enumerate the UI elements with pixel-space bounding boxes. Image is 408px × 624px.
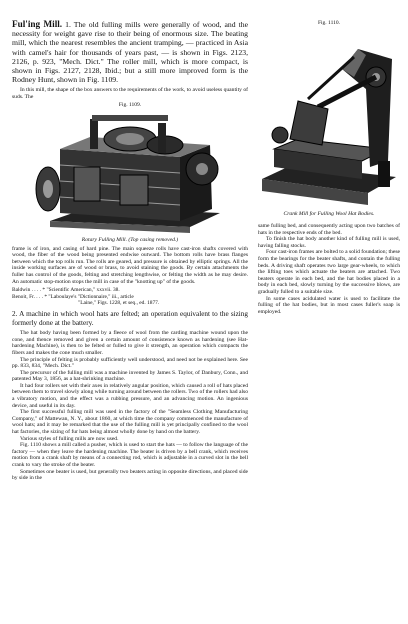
intro-paragraph [12, 20, 248, 84]
figure-1110-caption: Crank Mill for Fulling Wool Hat Bodies. [283, 211, 375, 217]
rotary-fulling-mill-drawing [30, 109, 230, 237]
reference-name: Benoit, Fr. . . . [12, 293, 43, 300]
paragraph-beaters: Sometimes one beater is used, but generally two beaters acting in opposite directions, and placed side by side in the [12, 468, 248, 482]
paragraph-same-bed: same fulling bed, and consequently acting upon two batches of hats in the respective ends of the bed. [258, 223, 400, 236]
paragraph-definition-2: 2. A machine in which wool hats are felted; an operation equivalent to the sizing formerly done at the battery. [12, 309, 248, 327]
reference-text: * "Laboulaye's "Dictionnaire," iii., article [44, 293, 134, 300]
paragraph-acidulated: In some cases acidulated water is used to facilitate the fulling of the hat bodies, but in most cases fuller's soap is employed. [258, 295, 400, 315]
paragraph-four-rollers: It had four rollers set with their axes in relatively angular position, which caused a roll of hats placed between them to travel slowly along while turning around between the rollers. Two of the rollers had also a vibratory motion, and the effect was a rubbing pressure, and an advancing motion. An ingenious device, and useful in its day. [12, 382, 248, 409]
paragraph-box-shape: In this mill, the shape of the box answers to the requirements of the work, to avoid useless quantity of suds. The [12, 87, 248, 101]
figure-1109-label: Fig. 1109. [118, 101, 142, 108]
reference-benoit [12, 294, 248, 301]
figure-1110-label: Fig. 1110. [317, 20, 341, 26]
paragraph-frames: Four cast-iron frames are bolted to a solid foundation; these form the bearings for the beater shafts, and contain the fulling beds. A driving shaft operates two large gear-wheels, to which the lifting toes which actuate the beaters are attached. Two beaters operate in each bed, and the hat bodies placed in a body in each bed, slowly turning by the successive blows, are gradually fulled to a suitable size. [258, 249, 400, 295]
figure-1110-illustration [258, 29, 400, 211]
right-column [258, 20, 400, 315]
figure-1109-caption: Rotary Fulling Mill. (Top casing removed.) [81, 236, 179, 243]
paragraph-pusher: Fig. 1110 shows a mill called a pusher, which is used to start the hats — to follow the language of the factory — when they leave the hardening machine. The beater is driven by a bell crank, which receives motion from a crank shaft by means of a connecting rod, which is adjustable in a curved slot in the bell crank to vary the stroke of the beater. [12, 442, 248, 469]
reference-name: Baldwin . . . . [12, 287, 42, 294]
references-block [12, 287, 248, 307]
paragraph-precursor: The precursor of the fulling mill was a machine invented by James S. Taylor, of Danbury, Conn., and patented May 3, 1856, as a hat-shrinking machine. [12, 369, 248, 383]
paragraph-falling-stocks: To finish the hat body another kind of fulling mill is used, having falling stocks. [258, 236, 400, 249]
reference-benoit-continued: "Laine," Figs. 1228, et seq., ed. 1877. [78, 300, 160, 307]
reference-baldwin [12, 287, 248, 294]
left-column [12, 20, 248, 482]
reference-text: * "Scientific American," xxxvii. 38. [42, 287, 120, 294]
entry-heading: Ful'ing Mill. [12, 19, 63, 29]
crank-mill-drawing [258, 29, 400, 211]
paragraph-first-successful: The first successful fulling mill was used in the factory of the "Seamless Clothing Manufacturing Company," of Mattewan, N. Y., about 1860, at which time the company commenced the manufacture of wool hats; and it may be remarked that the use of the fulling mill is yet principally confined to the wool hat factories, the sizing of fur hats being almost wholly done by hand on the battery. [12, 409, 248, 436]
intro-text: 1. The old fulling mills were generally of wood, and the necessity for weight gave rise to their being of enormous size. The beating mill, which the nearest resembles the ancient tramping, — practiced in Asia with camel's hair for thousands of years past, — is shown in Figs. 2123, 2126, p. 923, "Mech. Dict." The roller mill, which is more compact, is shown in Figs. 2127, 2128, Ibid.; but a still more improved form is the Rodney Hunt, shown in Fig. 1109. [12, 20, 248, 85]
paragraph-various-styles: Various styles of fulling mills are now used. [20, 435, 119, 442]
figure-1109-illustration [30, 109, 230, 237]
paragraph-frame-description: frame is of iron, and casing of hard pine. The main squeeze rolls have cast-iron shafts covered with wood, the fiber of the wood being presented endwise outward. The bottom rolls have brass flanges between which the top rolls run. The rolls are geared, and pressure is obtained by elliptic springs. All the inside working surfaces are of wood or brass, to avoid staining the goods. By certain attachments the fuller has control of the goods, felting and stretching lengthwise, or felting the width as he may desire. An automatic stop-motion stops the mill in case of the "knotting up" of the goods. [12, 245, 248, 285]
paragraph-hat-body: The hat body having been formed by a fleece of wool from the carding machine wound upon the cone, and thence removed and given a certain amount of consistence known as hardening (see Hat-hardening Machine), is then to be felted or fulled to give it strength, an operation which compacts the fibers and makes the cone much smaller. [12, 330, 248, 356]
paragraph-felting-principle: The principle of felting is probably sufficiently well understood, and need not be explained here. See pp. 833, 834, "Mech. Dict." [12, 356, 248, 370]
